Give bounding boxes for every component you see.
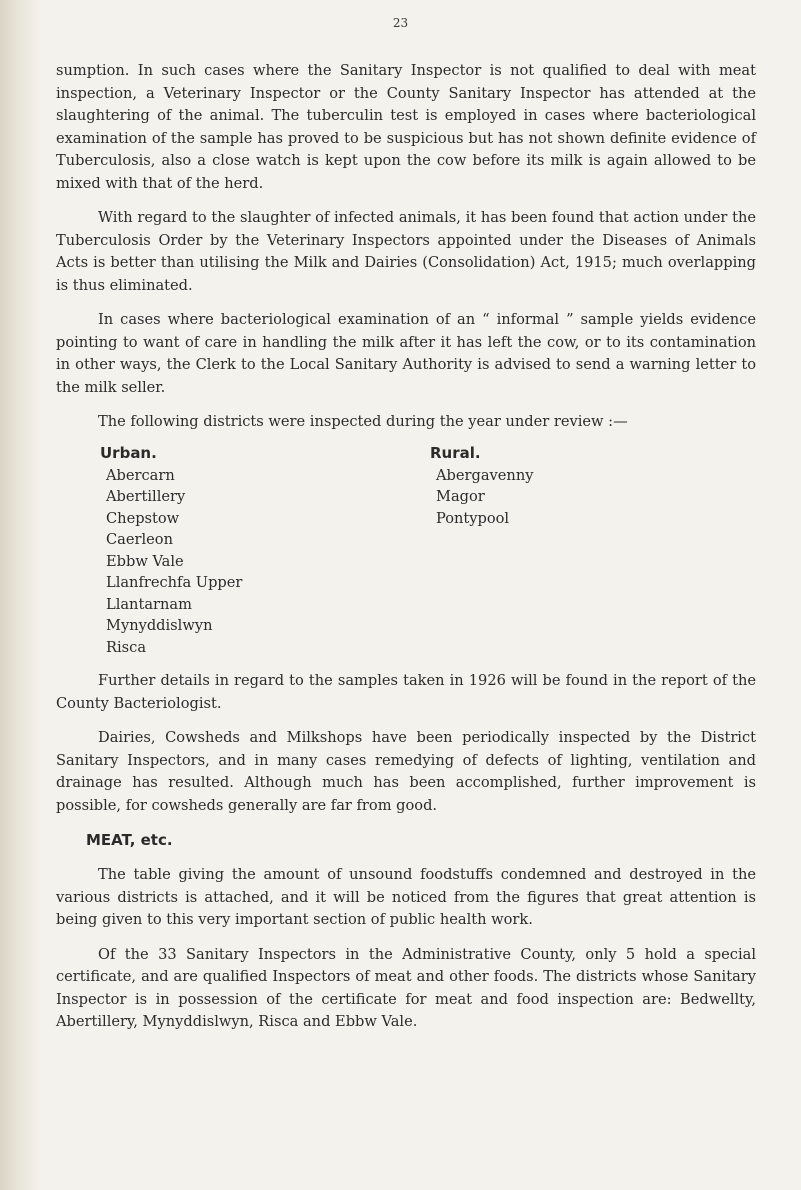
paragraph-slaughter: With regard to the slaughter of infected animals, it has been found that action under the Tuberculosis Order by the Veterinary Inspectors appointed under the Diseases of Animals Acts is better than utilising the Milk and Dairies (Consolidation) Act, 1915; much overlapping is thus eliminated. — [56, 209, 756, 294]
paragraph-informal-sample: In cases where bacteriological examination of an “ informal ” sample yields evidence pointing to want of care in handling the milk after it has left the cow, or to its contamination in other ways, the Clerk to the Local Sanitary Authority is advised to send a warning letter to the milk seller. — [56, 311, 756, 396]
page-number: 23 — [392, 16, 409, 30]
body-text — [56, 60, 756, 1034]
urban-district-list — [100, 442, 430, 659]
list-item: Pontypool — [436, 509, 510, 527]
meat-section-heading: MEAT, etc. — [86, 831, 173, 849]
list-item: Magor — [436, 488, 485, 505]
list-item: Risca — [106, 638, 147, 656]
list-item: Abertillery — [106, 488, 186, 505]
list-item: Llanfrechfa Upper — [106, 574, 243, 591]
rural-district-list — [430, 442, 730, 659]
paragraph-foodstuffs-table: The table giving the amount of unsound foodstuffs condemned and destroyed in the various districts is attached, and it will be noticed from the figures that great attention is being given to this very important section of public health work. — [56, 866, 756, 928]
paragraph-inspectors-certificate: Of the 33 Sanitary Inspectors in the Administrative County, only 5 hold a special certificate, and are qualified Inspectors of meat and other foods. The districts whose Sanitary Inspector is in possession of the certificate for meat and food inspection are: Bedwellty, Abertillery, Mynyddislwyn, Risca and Ebbw Vale. — [56, 945, 756, 1030]
urban-heading: Urban. — [100, 443, 157, 462]
rural-heading: Rural. — [430, 443, 481, 462]
paragraph-sumption: sumption. In such cases where the Sanitary Inspector is not qualified to deal with meat inspection, a Veterinary Inspector or the County Sanitary Inspector has attended at the slaughtering of the animal. The tuberculin test is employed in cases where bacteriological examination of the sample has proved to be suspicious but has not shown definite evidence of Tuberculosis, also a close watch is kept upon the cow before its milk is again allowed to be mixed with that of the herd. — [56, 62, 756, 192]
list-item: Caerleon — [106, 531, 173, 548]
list-item: Chepstow — [106, 509, 180, 527]
paragraph-dairies: Dairies, Cowsheds and Milkshops have been periodically inspected by the District Sanitary Inspectors, and in many cases remedying of defects of lighting, ventilation and drainage has resulted. Although much has been accomplished, further improvement is possible, for cowsheds generally are far from good. — [56, 729, 756, 814]
list-item: Mynyddislwyn — [106, 617, 213, 634]
list-item: Abergavenny — [436, 466, 534, 484]
list-item: Llantarnam — [106, 595, 192, 613]
list-item: Abercarn — [106, 466, 175, 484]
list-item: Ebbw Vale — [106, 552, 184, 570]
paragraph-further-details: Further details in regard to the samples taken in 1926 will be found in the report of the County Bacteriologist. — [56, 672, 756, 712]
district-lists — [100, 442, 756, 659]
paragraph-districts-intro: The following districts were inspected during the year under review :— — [98, 413, 628, 430]
